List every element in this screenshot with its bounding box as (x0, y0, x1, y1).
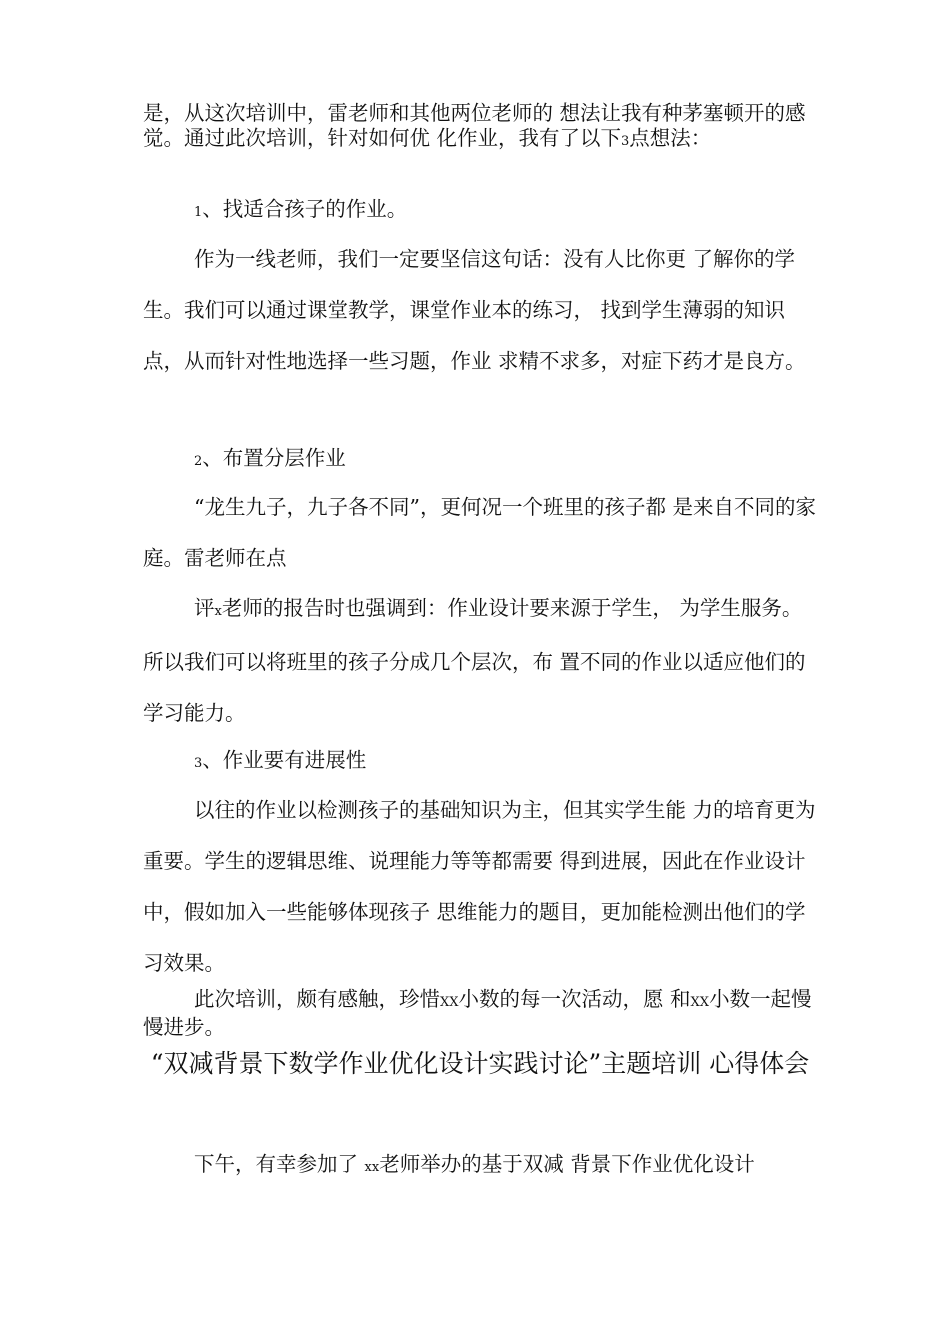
point-2-b-text-a: 评 (194, 596, 215, 620)
final-text-b: 老师举办的基于双减 背景下作业优化设计 (379, 1152, 755, 1176)
point-2-paragraph-a: “龙生九子，九子各不同”，更何况一个班里的孩子都 是来自不同的家庭。雷老师在点 (143, 495, 816, 570)
point-3-heading (143, 735, 821, 789)
final-xx: xx (364, 1160, 380, 1175)
intro-text-b: 点想法： (629, 126, 712, 150)
point-1-label: 、找适合孩子的作业。 (202, 197, 408, 221)
intro-paragraph (143, 101, 821, 154)
point-3-number: 3 (194, 756, 203, 771)
final-text-a: 下午，有幸参加了 (194, 1152, 365, 1176)
closing-xx-2: XX (690, 995, 710, 1010)
closing-text-c: 小数一起慢慢进步。 (143, 987, 812, 1039)
intro-number: 3 (621, 134, 630, 149)
point-2-b-x: x (214, 604, 222, 619)
point-2-heading (143, 433, 821, 487)
point-3-label: 、作业要有进展性 (202, 748, 367, 772)
closing-paragraph (143, 987, 821, 1040)
point-1-heading (143, 184, 821, 238)
point-2-b-text-b: 老师的报告时也强调到：作业设计要来源于学生， 为学生服务。所以我们可以将班里的孩子分成几个层次，布 置不同的作业以适应他们的学习能力。 (143, 596, 806, 725)
point-2-label: 、布置分层作业 (202, 446, 346, 470)
closing-xx-1: XX (440, 995, 459, 1010)
closing-text-a: 此次培训，颇有感触，珍惜 (194, 987, 440, 1011)
final-paragraph (143, 1139, 821, 1193)
section-title: “双减背景下数学作业优化设计实践讨论”主题培训 心得体会 (150, 1049, 810, 1078)
intro-text-a: 是，从这次培训中，雷老师和其他两位老师的 想法让我有种茅塞顿开的感觉。通过此次培训，针对如何优 化作业，我有了以下 (143, 101, 806, 150)
point-1-paragraph: 作为一线老师，我们一定要坚信这句话：没有人比你更 了解你的学生。我们可以通过课堂教学，课堂作业本的练习， 找到学生薄弱的知识点，从而针对性地选择一些习题，作业 求精不求多，对症下药才是良方。 (143, 247, 806, 373)
point-2-number: 2 (194, 454, 203, 469)
point-3-paragraph: 以往的作业以检测孩子的基础知识为主，但其实学生能 力的培育更为重要。学生的逻辑思维、说理能力等等都需要 得到进展，因此在作业设计中，假如加入一些能够体现孩子 思维能力的题目，更加能检测出他们的学习效果。 (143, 798, 816, 975)
point-1-number: 1 (194, 205, 203, 220)
closing-text-b: 小数的每一次活动，愿 和 (458, 987, 691, 1011)
point-2-paragraph-b (143, 583, 821, 739)
